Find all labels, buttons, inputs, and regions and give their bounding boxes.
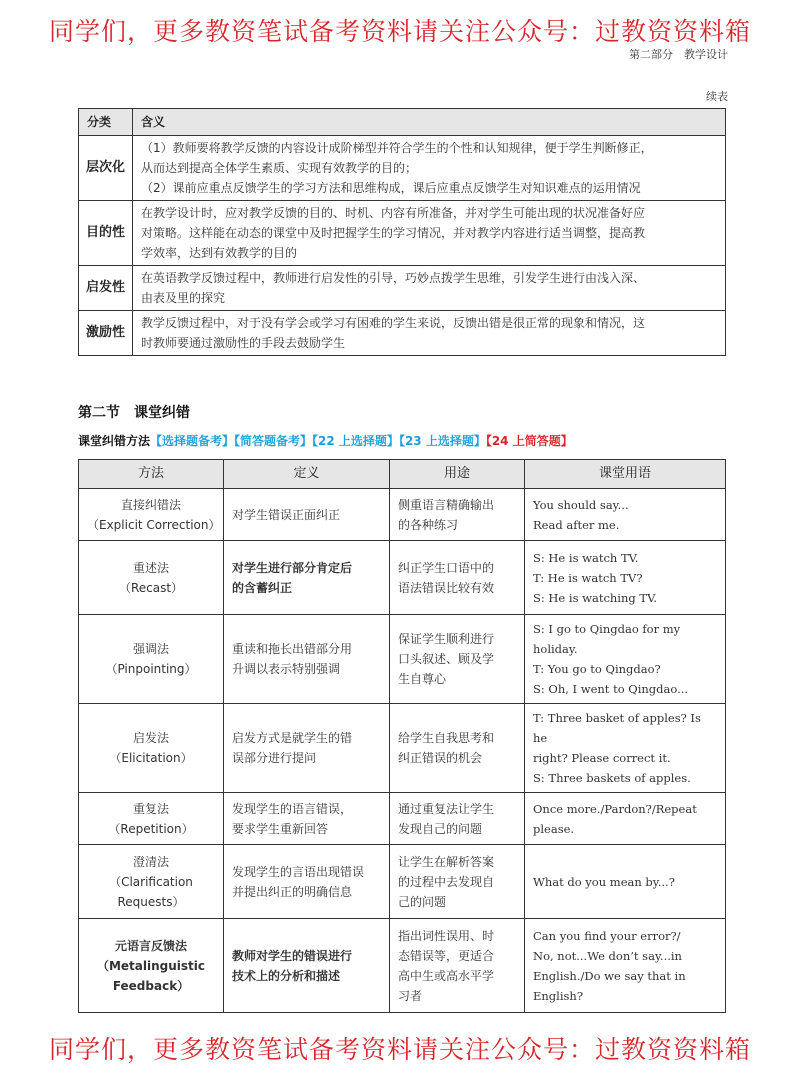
text-line: 学效率，达到有效教学的目的	[141, 246, 298, 260]
text-line: T: You go to Qingdao?	[533, 662, 661, 676]
text-line: S: Oh, I went to Qingdao...	[533, 682, 689, 696]
method-english: Feedback）	[112, 978, 190, 993]
text-line: What do you mean by...?	[533, 874, 675, 889]
language-cell	[525, 489, 726, 541]
text-line: 让学生在解析答案	[398, 854, 495, 869]
header-usage: 用途	[390, 460, 525, 489]
method-cell	[79, 541, 224, 615]
table-row	[79, 489, 726, 541]
definition-cell	[224, 704, 390, 793]
header-definition: 定义	[224, 460, 390, 489]
text-line: 语法错误比较有效	[398, 580, 495, 595]
table-row	[79, 615, 726, 704]
method-name: 直接纠错法	[120, 497, 181, 512]
text-line: Can you find your error?/	[533, 928, 681, 943]
text-line: 教师对学生的错误进行	[232, 948, 353, 963]
meaning-cell	[133, 136, 726, 201]
text-line: English./Do we say that in English?	[533, 968, 686, 1003]
text-line: T: Three basket of apples? Is he	[533, 711, 701, 745]
meaning-cell	[133, 266, 726, 311]
language-cell	[525, 845, 726, 919]
method-cell	[79, 704, 224, 793]
meaning-cell	[133, 201, 726, 266]
text-line: 要求学生重新回答	[232, 821, 329, 836]
language-cell	[525, 704, 726, 793]
exam-tag: 【24 上简答题】	[485, 434, 573, 448]
method-cell	[79, 845, 224, 919]
method-english: （Recast）	[118, 580, 184, 595]
text-line: 给学生自我思考和	[398, 731, 495, 745]
table-row	[79, 919, 726, 1013]
text-line: right? Please correct it.	[533, 751, 671, 765]
text-line: S: I go to Qingdao for my holiday.	[533, 622, 681, 656]
text-line: 态错误等，更适合	[398, 948, 495, 963]
text-line: 技术上的分析和描述	[232, 968, 341, 983]
text-line: 并提出纠正的明确信息	[232, 884, 353, 899]
text-line: （1）教师要将教学反馈的内容设计成阶梯型并符合学生的个性和认知规律，便于学生判断修正，	[141, 141, 653, 155]
text-line: 发现学生的语言错误，	[232, 801, 353, 816]
usage-cell	[390, 919, 525, 1013]
text-line: 对策略。这样能在动态的课堂中及时把握学生的学习情况，并对教学内容进行适当调整，提高教	[141, 226, 646, 240]
methods-label: 课堂纠错方法	[78, 434, 151, 448]
text-line: 发现学生的言语出现错误	[232, 864, 365, 879]
text-line: 由表及里的探究	[141, 291, 226, 305]
method-english: （Elicitation）	[109, 751, 193, 765]
category-cell: 激励性	[79, 311, 133, 356]
method-english: （Clarification	[109, 874, 193, 889]
text-line: S: Three baskets of apples.	[533, 771, 691, 785]
method-english: （Pinpointing）	[105, 662, 197, 676]
text-line: 升调以表示特别强调	[232, 662, 341, 676]
text-line: 误部分进行提问	[232, 751, 317, 765]
definition-cell	[224, 541, 390, 615]
methods-heading	[78, 432, 573, 449]
header-classroom-language: 课堂用语	[525, 460, 726, 489]
text-line: 的过程中去发现自	[398, 874, 495, 889]
text-line: 的含蓄纠正	[232, 580, 293, 595]
definition-cell	[224, 793, 390, 845]
method-name: 启发法	[132, 731, 169, 745]
method-cell	[79, 919, 224, 1013]
table-row	[79, 793, 726, 845]
text-line: T: He is watch TV?	[533, 570, 643, 585]
table-header-row	[79, 460, 726, 489]
text-line: 的各种练习	[398, 517, 459, 532]
category-cell: 层次化	[79, 136, 133, 201]
text-line: 保证学生顺利进行	[398, 632, 495, 646]
exam-tag: 【23 上选择题】	[398, 434, 486, 448]
method-name: 澄清法	[132, 854, 169, 869]
table-row	[79, 136, 726, 201]
correction-methods-table	[78, 459, 726, 1013]
usage-cell	[390, 793, 525, 845]
text-line: 重读和拖长出错部分用	[232, 642, 353, 656]
feedback-principles-table	[78, 108, 726, 356]
text-line: 通过重复法让学生	[398, 801, 495, 816]
language-cell	[525, 919, 726, 1013]
definition-cell	[224, 615, 390, 704]
section-title: 第二节 课堂纠错	[78, 405, 190, 421]
method-english: （Metalinguistic	[96, 958, 206, 973]
text-line: 在教学设计时，应对教学反馈的目的、时机、内容有所准备，并对学生可能出现的状况准备好应	[141, 206, 646, 220]
exam-tag: 【简答题备考】	[234, 434, 313, 448]
table-header-row	[79, 109, 726, 136]
definition-cell	[224, 919, 390, 1013]
exam-tag: 【22 上选择题】	[312, 434, 399, 448]
text-line: 侧重语言精确输出	[398, 497, 495, 512]
text-line: Read after me.	[533, 517, 620, 532]
table-row	[79, 311, 726, 356]
continued-label: 续表	[706, 90, 728, 103]
method-english: （Repetition）	[108, 821, 194, 836]
category-cell: 启发性	[79, 266, 133, 311]
promo-banner-bottom: 同学们，更多教资笔试备考资料请关注公众号：过教资资料箱	[48, 1035, 751, 1064]
usage-cell	[390, 704, 525, 793]
text-line: You should say...	[533, 497, 629, 512]
text-line: 高中生或高水平学	[398, 968, 495, 983]
text-line: 指出词性误用、时	[398, 928, 495, 943]
text-line: 己的问题	[398, 894, 447, 909]
header-method: 方法	[79, 460, 224, 489]
method-cell	[79, 489, 224, 541]
text-line: 教学反馈过程中，对于没有学会或学习有困难的学生来说，反馈出错是很正常的现象和情况，这	[141, 316, 646, 330]
text-line: 启发方式是就学生的错	[232, 731, 353, 745]
text-line: S: He is watching TV.	[533, 590, 658, 605]
text-line: 在英语教学反馈过程中，教师进行启发性的引导，巧妙点拨学生思维，引发学生进行由浅入深、	[141, 271, 646, 285]
text-line: 纠正学生口语中的	[398, 560, 495, 575]
table-row	[79, 266, 726, 311]
text-line: 发现自己的问题	[398, 821, 483, 836]
running-header: 第二部分 教学设计	[629, 48, 728, 61]
definition-cell	[224, 489, 390, 541]
usage-cell	[390, 541, 525, 615]
usage-cell	[390, 845, 525, 919]
text-line: No, not...We don’t say...in	[533, 948, 682, 963]
exam-tag: 【选择题备考】	[150, 434, 235, 448]
language-cell	[525, 793, 726, 845]
text-line: 对学生错误正面纠正	[232, 507, 341, 522]
usage-cell	[390, 489, 525, 541]
method-name: 重复法	[132, 801, 169, 816]
method-english: Requests）	[117, 894, 185, 909]
table-row	[79, 704, 726, 793]
method-name: 元语言反馈法	[114, 938, 187, 953]
table-row	[79, 201, 726, 266]
text-line: 时教师要通过激励性的手段去鼓励学生	[141, 336, 346, 350]
definition-cell	[224, 845, 390, 919]
method-cell	[79, 793, 224, 845]
text-line: 口头叙述、顾及学	[398, 652, 495, 666]
header-category: 分类	[79, 109, 133, 136]
text-line: Once more./Pardon?/Repeat please.	[533, 801, 697, 836]
text-line: 对学生进行部分肯定后	[232, 560, 353, 575]
text-line: 生自尊心	[398, 672, 447, 686]
usage-cell	[390, 615, 525, 704]
table-row	[79, 541, 726, 615]
method-cell	[79, 615, 224, 704]
language-cell	[525, 615, 726, 704]
method-name: 强调法	[132, 642, 169, 656]
promo-banner-top: 同学们，更多教资笔试备考资料请关注公众号：过教资资料箱	[48, 17, 751, 46]
text-line: S: He is watch TV.	[533, 550, 639, 565]
header-meaning: 含义	[133, 109, 726, 136]
text-line: 习者	[398, 988, 423, 1003]
language-cell	[525, 541, 726, 615]
method-name: 重述法	[132, 560, 169, 575]
table-row	[79, 845, 726, 919]
method-english: （Explicit Correction）	[87, 517, 221, 532]
text-line: （2）课前应重点反馈学生的学习方法和思维构成，课后应重点反馈学生对知识难点的运用情况	[141, 181, 641, 195]
text-line: 从而达到提高全体学生素质、实现有效教学的目的；	[141, 161, 418, 175]
text-line: 纠正错误的机会	[398, 751, 483, 765]
meaning-cell	[133, 311, 726, 356]
category-cell: 目的性	[79, 201, 133, 266]
